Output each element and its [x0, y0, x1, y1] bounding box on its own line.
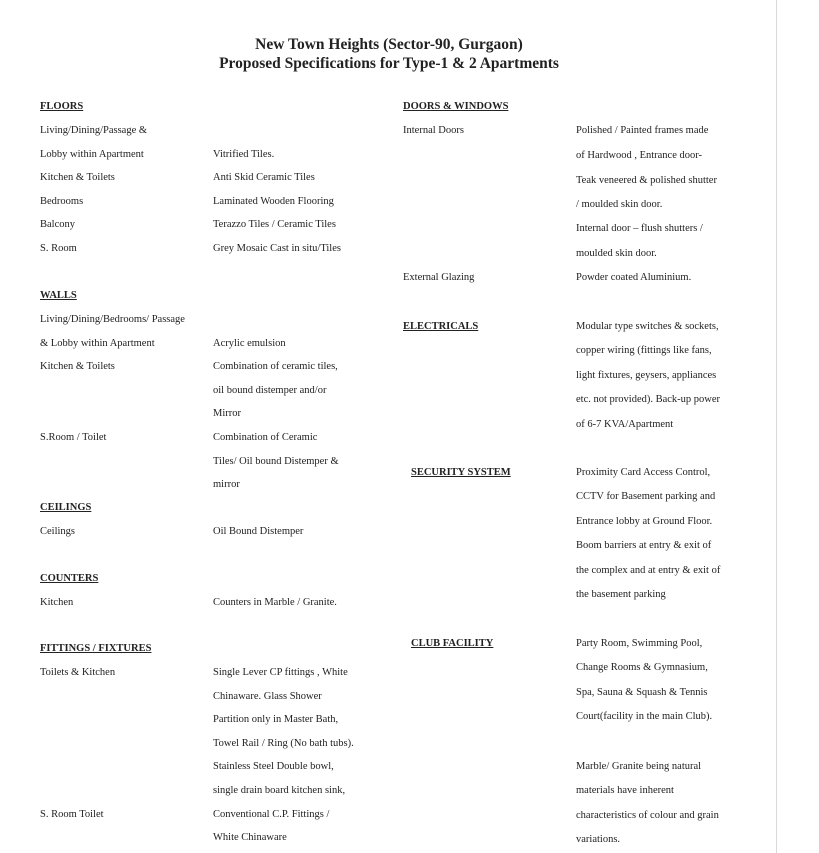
floors-item: Bedrooms: [40, 195, 84, 207]
fittings-spec: White Chinaware: [213, 832, 287, 844]
walls-item: & Lobby within Apartment: [40, 337, 155, 349]
doors-item: External Glazing: [403, 272, 475, 283]
note-line: characteristics of colour and grain: [576, 809, 719, 821]
fittings-heading: FITTINGS / FIXTURES: [40, 643, 152, 654]
fittings-spec: single drain board kitchen sink,: [213, 785, 346, 796]
fittings-item: Toilets & Kitchen: [40, 667, 116, 678]
note-line: variations.: [576, 834, 621, 846]
fittings-spec: Chinaware. Glass Shower: [213, 690, 322, 702]
electricals-line: etc. not provided). Back-up power: [576, 394, 721, 406]
ceilings-heading: CEILINGS: [40, 502, 92, 513]
walls-item: Kitchen & Toilets: [40, 361, 115, 373]
walls-spec: Tiles/ Oil bound Distemper &: [213, 455, 339, 467]
club-heading: CLUB FACILITY: [411, 638, 494, 649]
security-line: CCTV for Basement parking and: [576, 491, 716, 503]
security-heading: SECURITY SYSTEM: [411, 467, 511, 478]
electricals-line: Modular type switches & sockets,: [576, 321, 719, 332]
fittings-spec: Single Lever CP fittings , White: [213, 667, 348, 678]
walls-spec: Combination of Ceramic: [213, 432, 318, 443]
doors-spec: Teak veneered & polished shutter: [576, 175, 717, 186]
walls-spec: Mirror: [213, 408, 241, 420]
club-line: Spa, Sauna & Squash & Tennis: [576, 686, 708, 698]
electricals-line: of 6-7 KVA/Apartment: [576, 418, 674, 430]
note-line: materials have inherent: [576, 785, 674, 797]
floors-spec: Vitrified Tiles.: [213, 148, 275, 160]
fittings-spec: Partition only in Master Bath,: [213, 714, 339, 726]
electricals-line: light fixtures, geysers, appliances: [576, 369, 717, 381]
document-title: New Town Heights (Sector-90, Gurgaon): [255, 36, 523, 53]
floors-spec: Laminated Wooden Flooring: [213, 195, 334, 207]
doors-spec: moulded skin door.: [576, 248, 657, 259]
doors-spec: Internal door – flush shutters /: [576, 223, 703, 234]
walls-spec: mirror: [213, 479, 240, 491]
doors-spec: Powder coated Aluminium.: [576, 272, 692, 283]
electricals-line: copper wiring (fittings like fans,: [576, 345, 712, 357]
walls-heading: WALLS: [40, 290, 77, 301]
security-line: Boom barriers at entry & exit of: [576, 540, 712, 552]
floors-spec: Anti Skid Ceramic Tiles: [213, 172, 315, 184]
electricals-heading: ELECTRICALS: [403, 321, 479, 332]
counters-item: Kitchen: [40, 597, 74, 608]
counters-heading: COUNTERS: [40, 573, 99, 584]
security-line: Entrance lobby at Ground Floor.: [576, 515, 713, 527]
page-edge: [776, 0, 777, 853]
walls-item: S.Room / Toilet: [40, 432, 107, 443]
note-line: Marble/ Granite being natural: [576, 761, 702, 772]
floors-heading: FLOORS: [40, 101, 84, 112]
doors-spec: Polished / Painted frames made: [576, 125, 709, 136]
doors-spec: of Hardwood , Entrance door-: [576, 150, 703, 161]
floors-item: S. Room: [40, 243, 77, 254]
security-line: the basement parking: [576, 589, 666, 600]
security-line: the complex and at entry & exit of: [576, 564, 721, 576]
walls-spec: Combination of ceramic tiles,: [213, 361, 338, 373]
document-subtitle: Proposed Specifications for Type-1 & 2 Apartments: [219, 55, 559, 72]
walls-spec: Acrylic emulsion: [213, 337, 286, 349]
fittings-spec: Towel Rail / Ring (No bath tubs).: [213, 737, 354, 749]
doors-spec: / moulded skin door.: [576, 199, 663, 210]
doors-item: Internal Doors: [403, 125, 464, 136]
doors-heading: DOORS & WINDOWS: [403, 101, 509, 112]
ceilings-item: Ceilings: [40, 526, 76, 537]
walls-item: Living/Dining/Bedrooms/ Passage: [40, 314, 185, 325]
walls-spec: oil bound distemper and/or: [213, 384, 327, 396]
floors-spec: Grey Mosaic Cast in situ/Tiles: [213, 243, 341, 254]
fittings-spec: Stainless Steel Double bowl,: [213, 761, 334, 773]
floors-item: Living/Dining/Passage &: [40, 125, 148, 136]
fittings-item: S. Room Toilet: [40, 808, 104, 820]
security-line: Proximity Card Access Control,: [576, 467, 711, 478]
floors-item: Balcony: [40, 219, 75, 231]
fittings-spec: Conventional C.P. Fittings /: [213, 808, 330, 820]
floors-item: Kitchen & Toilets: [40, 172, 115, 184]
club-line: Court(facility in the main Club).: [576, 711, 713, 723]
floors-spec: Terazzo Tiles / Ceramic Tiles: [213, 219, 336, 231]
ceilings-spec: Oil Bound Distemper: [213, 526, 304, 537]
club-line: Party Room, Swimming Pool,: [576, 638, 703, 649]
club-line: Change Rooms & Gymnasium,: [576, 662, 708, 674]
floors-item: Lobby within Apartment: [40, 148, 144, 160]
counters-spec: Counters in Marble / Granite.: [213, 597, 337, 608]
